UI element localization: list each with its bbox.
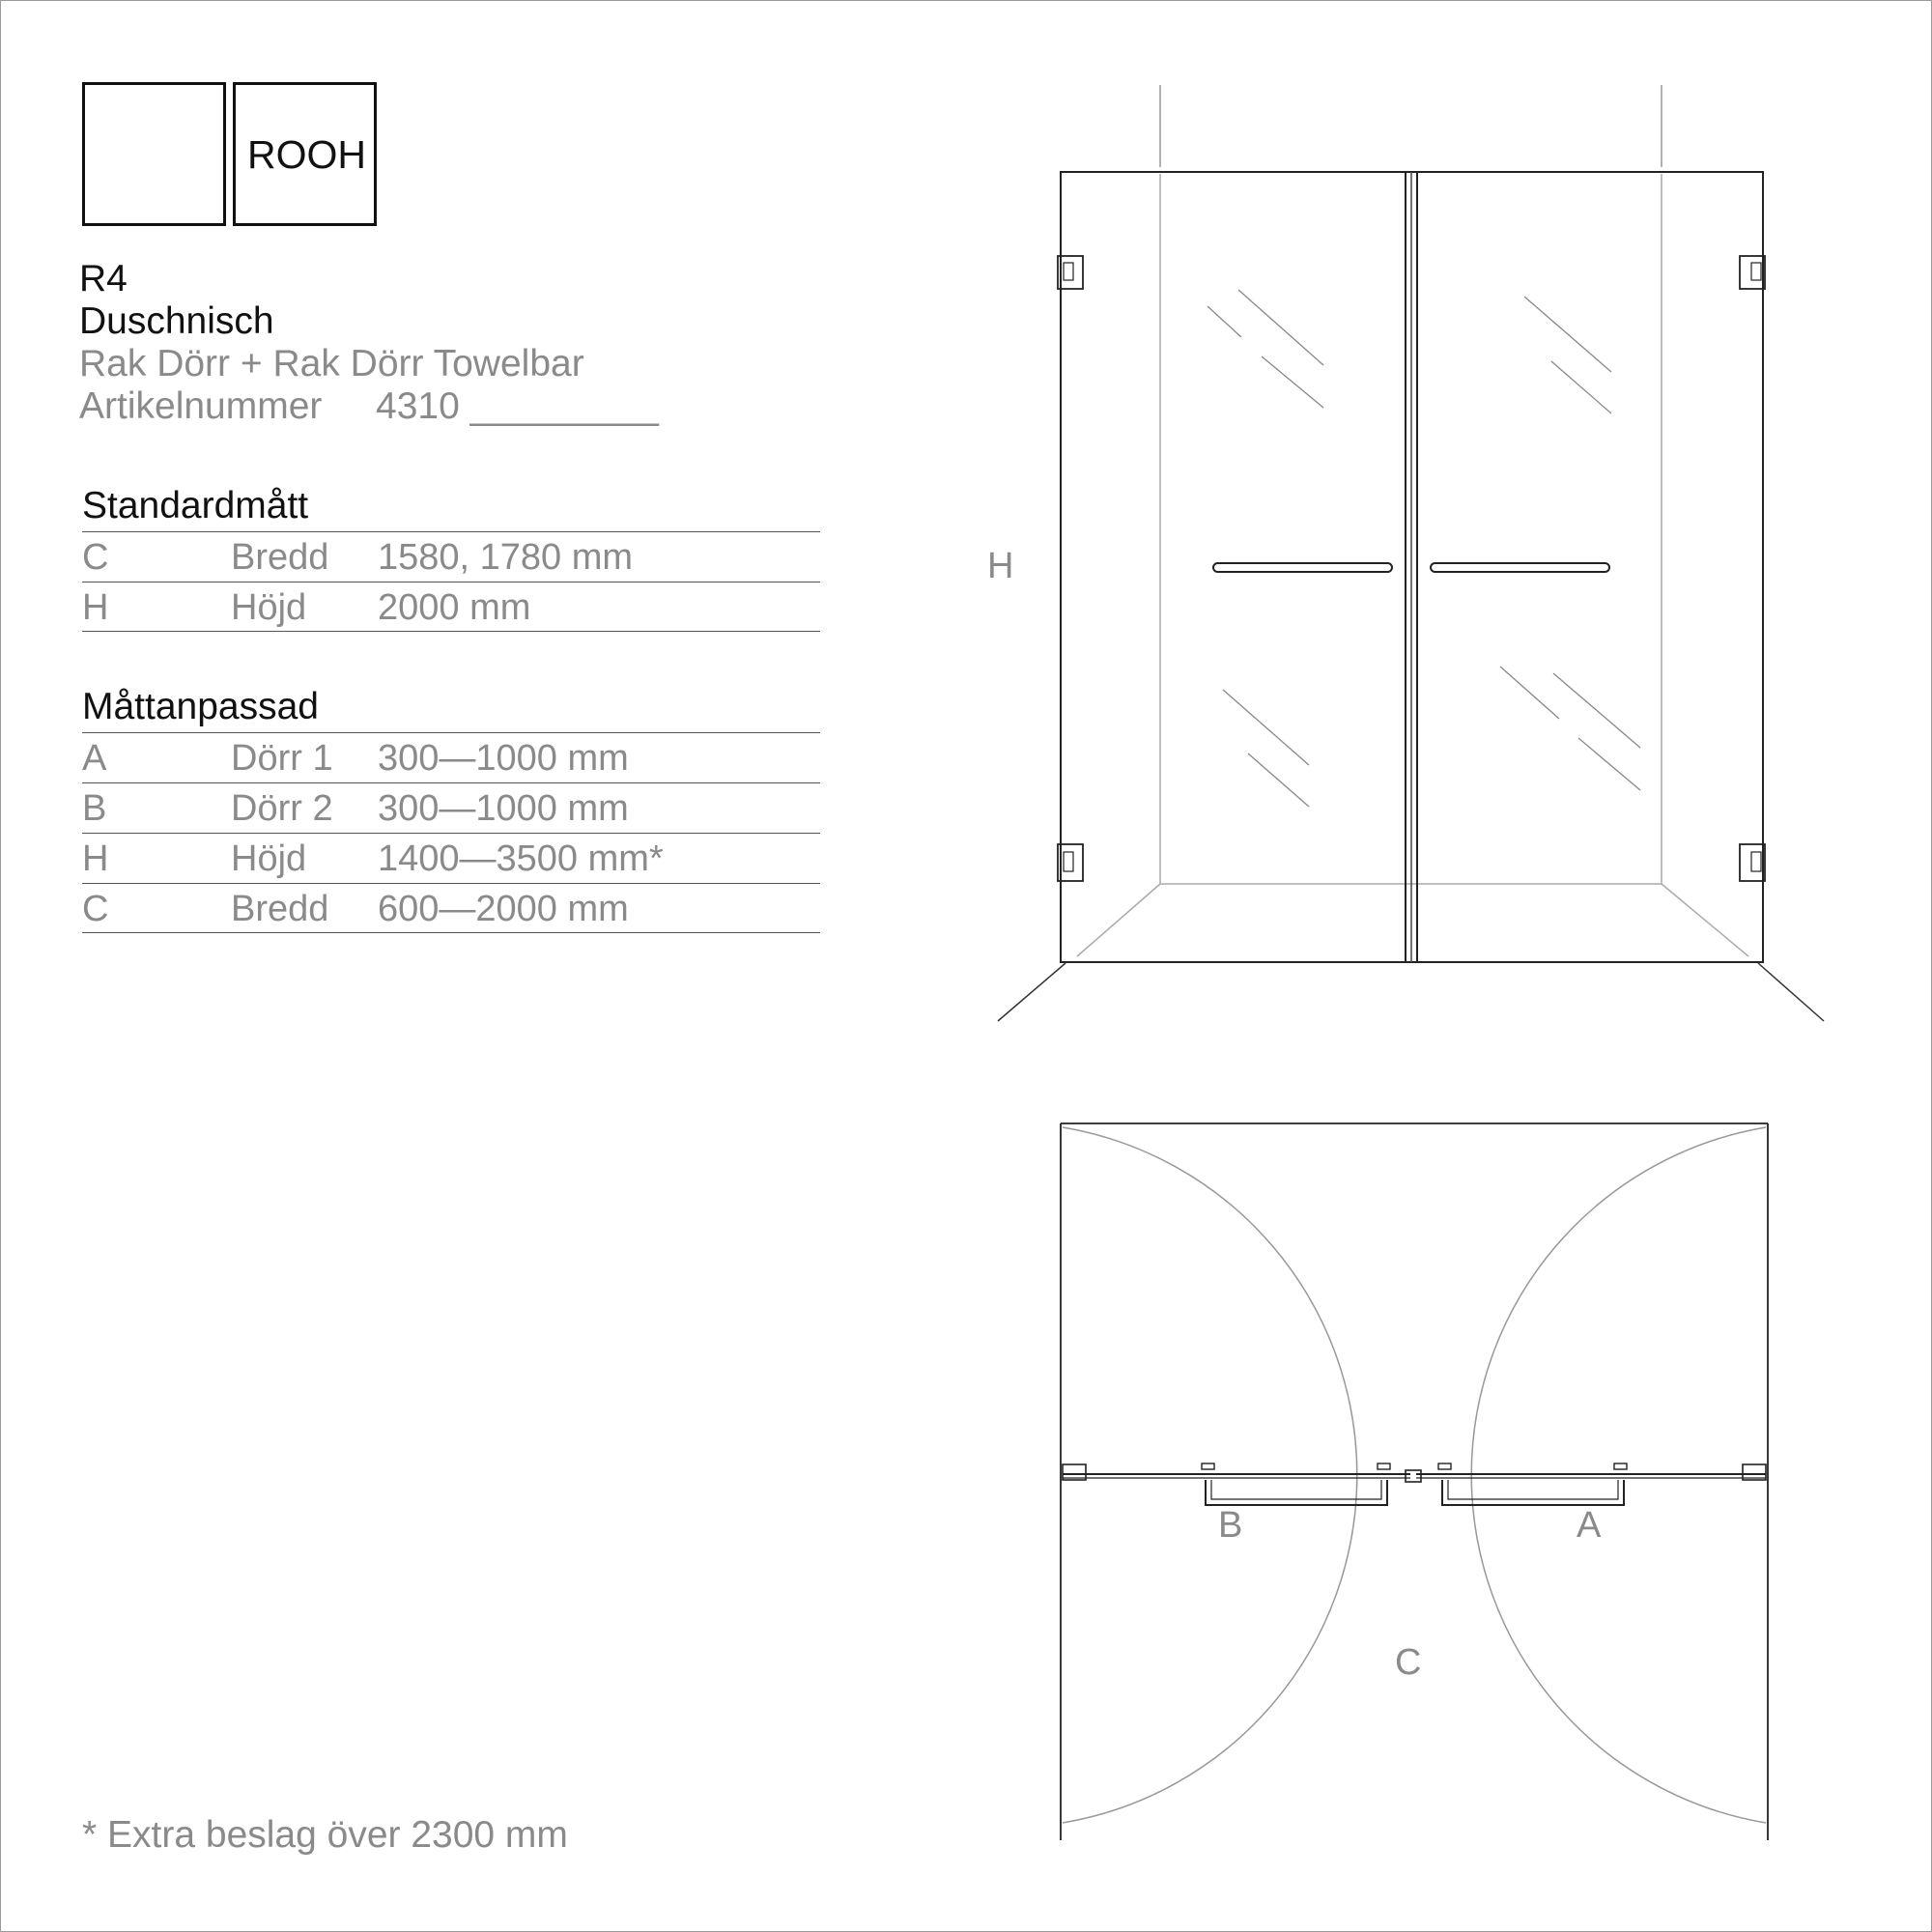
door-right-glass — [1417, 172, 1763, 962]
article-number: 4310 _________ — [376, 385, 659, 427]
center-hinge-icon — [1406, 1470, 1421, 1482]
towel-bar-plan-left — [1206, 1480, 1387, 1505]
door-left-glass — [1061, 172, 1406, 962]
row-label: Dörr 2 — [231, 788, 333, 829]
row-key: A — [82, 738, 107, 779]
label-door-b: B — [1218, 1505, 1243, 1546]
row-value: 2000 mm — [378, 587, 531, 628]
row-value: 300—1000 mm — [378, 738, 629, 779]
glass-reflection-lines — [1208, 290, 1640, 807]
standard-title: Standardmått — [82, 485, 309, 526]
custom-title: Måttanpassad — [82, 686, 319, 727]
row-key: C — [82, 537, 109, 578]
product-subtitle: Rak Dörr + Rak Dörr Towelbar — [79, 343, 584, 384]
row-label: Höjd — [231, 587, 307, 628]
row-label: Höjd — [231, 838, 307, 879]
label-width: C — [1395, 1642, 1422, 1683]
article-label: Artikelnummer — [79, 385, 323, 427]
row-label: Dörr 1 — [231, 738, 333, 779]
row-key: H — [82, 587, 109, 628]
front-elevation — [998, 85, 1824, 1021]
product-name: Duschnisch — [79, 300, 274, 342]
row-value: 600—2000 mm — [378, 889, 629, 929]
label-door-a: A — [1577, 1505, 1602, 1546]
plan-view — [1061, 1123, 1768, 1840]
product-code: R4 — [79, 258, 128, 299]
towel-bar-right — [1431, 563, 1609, 572]
row-key: H — [82, 838, 109, 879]
row-label: Bredd — [231, 537, 329, 578]
footnote: * Extra beslag över 2300 mm — [82, 1814, 568, 1856]
row-value: 1580, 1780 mm — [378, 537, 634, 578]
logo-text: ROOH — [247, 132, 366, 177]
row-value: 1400—3500 mm* — [378, 838, 664, 879]
towel-bar-left — [1213, 563, 1392, 572]
row-value: 300—1000 mm — [378, 788, 629, 829]
row-key: B — [82, 788, 107, 829]
towel-bar-plan-right — [1442, 1480, 1624, 1505]
row-key: C — [82, 889, 109, 929]
label-height: H — [987, 546, 1014, 586]
row-label: Bredd — [231, 889, 329, 929]
